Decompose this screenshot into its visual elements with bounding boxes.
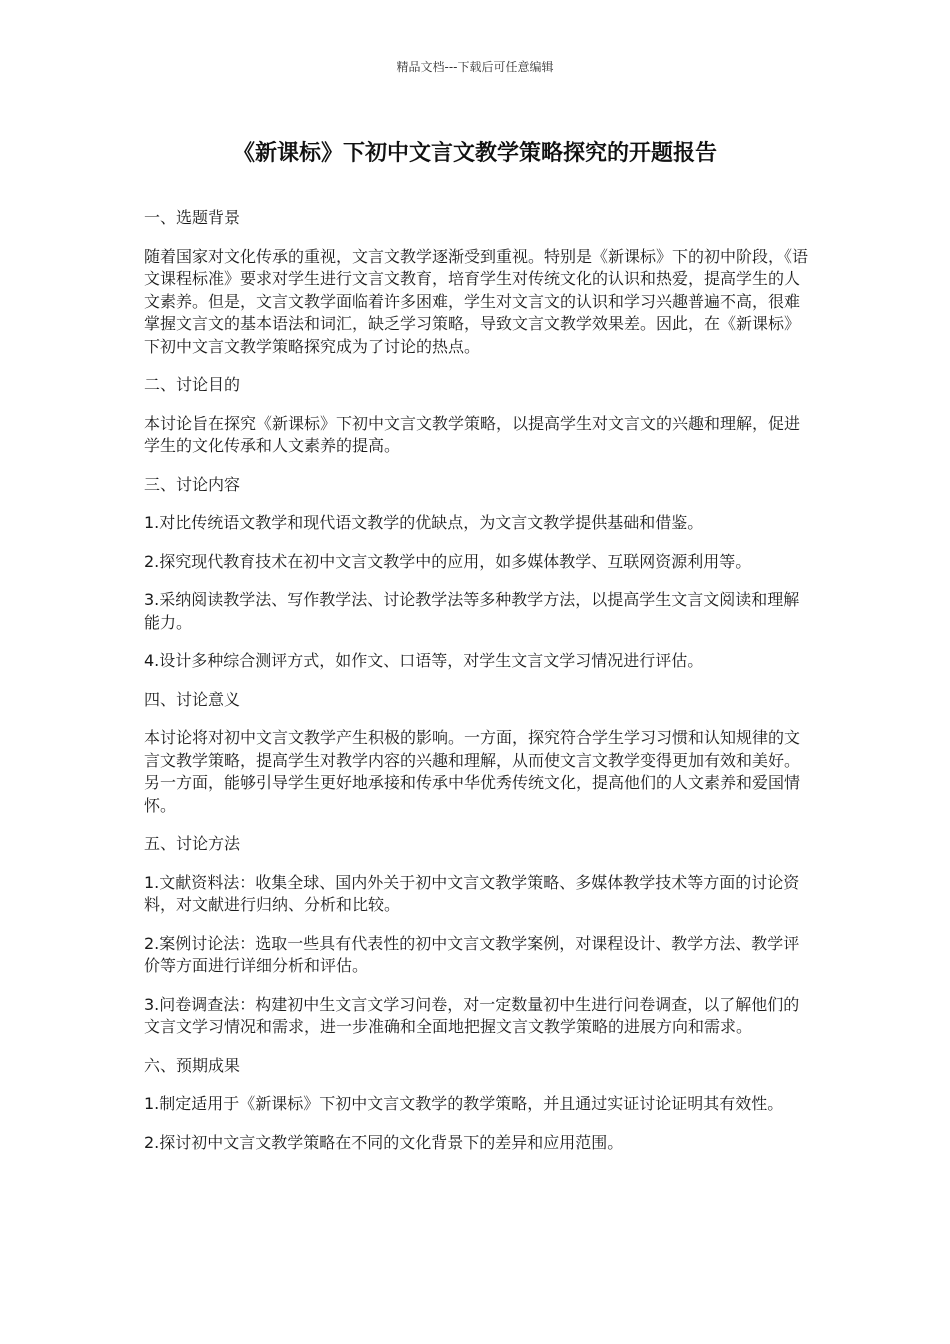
paragraph-purpose: 本讨论旨在探究《新课标》下初中文言文教学策略，以提高学生对文言文的兴趣和理解，促进学生的文化传承和人文素养的提高。 [144, 413, 801, 455]
document-title: 《新课标》下初中文言文教学策略探究的开题报告 [232, 141, 717, 166]
header-note: 精品文档---下载后可任意编辑 [396, 60, 554, 74]
list-item-content-1: 1.对比传统语文教学和现代语文教学的优缺点，为文言文教学提供基础和借鉴。 [144, 513, 704, 532]
list-item-method-3: 3.问卷调查法：构建初中生文言文学习问卷，对一定数量初中生进行问卷调查，以了解他们的文言文学习情况和需求，进一步准确和全面地把握文言文教学策略的进展方向和需求。 [144, 994, 800, 1036]
list-item-method-1: 1.文献资料法：收集全球、国内外关于初中文言文教学策略、多媒体教学技术等方面的讨论资料，对文献进行归纳、分析和比较。 [144, 872, 800, 914]
list-item-content-3: 3.采纳阅读教学法、写作教学法、讨论教学法等多种教学方法，以提高学生文言文阅读和理解能力。 [144, 590, 800, 632]
section-heading-background: 一、选题背景 [144, 208, 241, 227]
list-item-method-2: 2.案例讨论法：选取一些具有代表性的初中文言文教学案例，对课程设计、教学方法、教学评价等方面进行详细分析和评估。 [144, 933, 800, 975]
paragraph-background: 随着国家对文化传承的重视，文言文教学逐渐受到重视。特别是《新课标》下的初中阶段，《语文课程标准》要求对学生进行文言文教育，培育学生对传统文化的认识和热爱，提高学生的人文素养。但是，文言文教学面临着许多困难，学生对文言文的认识和学习兴趣普遍不高，很难掌握文言文的基本语法和词汇，缺乏学习策略，导致文言文教学效果差。因此，在《新课标》下初中文言文教学策略探究成为了讨论的热点。 [144, 246, 809, 356]
section-heading-methods: 五、讨论方法 [144, 834, 241, 853]
list-item-outcome-1: 1.制定适用于《新课标》下初中文言文教学的教学策略，并且通过实证讨论证明其有效性。 [144, 1094, 784, 1113]
section-heading-significance: 四、讨论意义 [144, 689, 241, 709]
list-item-outcome-2: 2.探讨初中文言文教学策略在不同的文化背景下的差异和应用范围。 [144, 1132, 624, 1152]
paragraph-significance: 本讨论将对初中文言文教学产生积极的影响。一方面，探究符合学生学习习惯和认知规律的文言文教学策略，提高学生对教学内容的兴趣和理解，从而使文言文教学变得更加有效和美好。另一方面，能够引导学生更好地承接和传承中华优秀传统文化，提高他们的人文素养和爱国情怀。 [144, 728, 801, 815]
list-item-content-2: 2.探究现代教育技术在初中文言文教学中的应用，如多媒体教学、互联网资源利用等。 [144, 551, 752, 571]
document-body [144, 207, 808, 1170]
list-item-content-4: 4.设计多种综合测评方式，如作文、口语等，对学生文言文学习情况进行评估。 [144, 651, 704, 670]
section-heading-purpose: 二、讨论目的 [144, 375, 241, 394]
section-heading-outcomes: 六、预期成果 [144, 1055, 241, 1075]
section-heading-content: 三、讨论内容 [144, 474, 241, 494]
